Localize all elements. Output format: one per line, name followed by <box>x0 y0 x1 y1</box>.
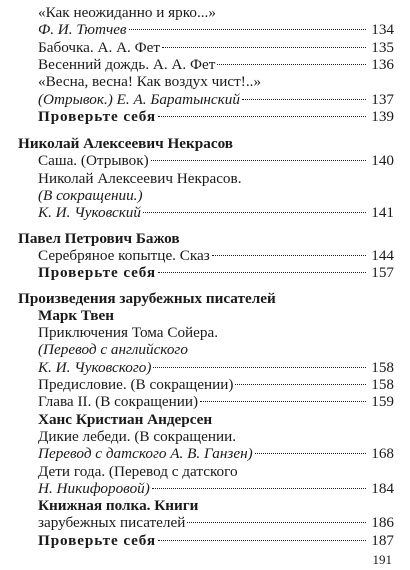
toc-page-number: 134 <box>371 21 394 39</box>
dot-leader <box>158 540 366 541</box>
toc-entry-text: Проверьте себя <box>38 531 157 549</box>
toc-line <box>38 532 394 549</box>
toc-entry-text: «Как неожиданно и ярко...» <box>38 4 216 21</box>
toc-page-number: 184 <box>371 479 394 497</box>
toc-line <box>38 497 394 514</box>
toc-line <box>38 108 394 125</box>
toc-page-number: 137 <box>371 90 394 108</box>
author-title: Ханс Кристиан Андерсен <box>38 410 213 428</box>
toc-entry-text: Бабочка. А. А. Фет <box>38 38 161 56</box>
toc-entry-text: Глава II. (В сокращении) <box>38 393 199 411</box>
toc-page-number: 158 <box>371 358 394 376</box>
toc-section-heading <box>18 230 394 247</box>
toc-line <box>38 247 394 264</box>
dot-leader <box>151 160 366 161</box>
section-title: Произведения зарубежных писателей <box>18 289 276 307</box>
dot-leader <box>255 453 366 454</box>
toc-line <box>38 445 394 462</box>
toc-entry-text: Серебряное копытце. Сказ <box>38 246 210 264</box>
page-number: 191 <box>372 552 392 567</box>
dot-leader <box>158 116 366 117</box>
toc-entry-text: Книжная полка. Книги <box>38 497 199 515</box>
toc-entry-author: К. И. Чуковский <box>38 204 141 222</box>
dot-leader <box>242 99 366 100</box>
toc-line <box>38 264 394 281</box>
toc-line <box>38 393 394 410</box>
toc-line <box>38 376 394 393</box>
toc-line <box>38 359 394 376</box>
toc-entry-text: «Весна, весна! Как воздух чист!..» <box>38 73 262 91</box>
toc-page-number: 159 <box>371 393 394 411</box>
toc-line <box>38 187 394 204</box>
toc-line <box>38 73 394 90</box>
toc-page-number: 141 <box>371 204 394 222</box>
toc-entry-text: (Отрывок.) Е. А. Баратынский <box>38 90 240 108</box>
section-title: Николай Алексеевич Некрасов <box>18 135 233 153</box>
toc-line <box>38 170 394 187</box>
toc-line <box>38 56 394 73</box>
toc-line <box>38 152 394 169</box>
toc-line <box>38 341 394 358</box>
toc-entry-text: Приключения Тома Сойера. <box>38 324 219 342</box>
toc-line <box>38 480 394 497</box>
toc-line <box>38 91 394 108</box>
toc-page-number: 187 <box>371 531 394 549</box>
toc-page-number: 136 <box>371 55 394 73</box>
toc-author-heading <box>38 307 394 324</box>
dot-leader <box>158 272 366 273</box>
dot-leader <box>152 488 366 489</box>
toc-line <box>38 463 394 480</box>
toc-page-number: 157 <box>371 264 394 282</box>
toc-entry-text: (В сокращении.) <box>38 187 143 204</box>
dot-leader <box>200 401 366 402</box>
dot-leader <box>217 64 366 65</box>
toc-check-yourself: Проверьте себя <box>38 264 157 282</box>
toc-entry-text: Перевод с датского А. В. Ганзен) <box>38 445 253 463</box>
toc-page-number: 139 <box>371 107 394 125</box>
toc-entry-text: Дети года. (Перевод с датского <box>38 462 238 480</box>
toc-line <box>38 324 394 341</box>
toc-entry-text: Николай Алексеевич Некрасов. <box>38 169 242 187</box>
toc-line <box>38 21 394 38</box>
dot-leader <box>187 522 366 523</box>
toc-entry-text: Весенний дождь. А. А. Фет <box>38 55 216 73</box>
toc-entry-text: (Перевод с английского <box>38 341 188 359</box>
toc-line <box>38 39 394 56</box>
toc-check-yourself: Проверьте себя <box>38 107 157 125</box>
section-title: Павел Петрович Бажов <box>18 229 180 247</box>
toc-entry-text: Предисловие. (В сокращении) <box>38 376 234 393</box>
toc-section-heading <box>18 135 394 152</box>
dot-leader <box>235 384 366 385</box>
toc-entry-author: К. И. Чуковского) <box>38 358 152 376</box>
toc-entry-text: Н. Никифоровой) <box>38 479 150 497</box>
toc-author-heading <box>38 411 394 428</box>
toc-page-number: 158 <box>371 376 394 393</box>
toc-entry-author: Ф. И. Тютчев <box>38 21 127 39</box>
toc-line <box>38 514 394 531</box>
author-title: Марк Твен <box>38 306 114 324</box>
toc-page-number: 135 <box>371 38 394 56</box>
dot-leader <box>162 47 366 48</box>
dot-leader <box>153 367 366 368</box>
toc-line <box>38 428 394 445</box>
toc-entry-text: Дикие лебеди. (В сокращении. <box>38 427 237 445</box>
toc-page-number: 186 <box>371 514 394 532</box>
toc-line <box>38 204 394 221</box>
toc-page-number: 168 <box>371 445 394 463</box>
dot-leader <box>143 212 366 213</box>
toc-line <box>38 4 394 21</box>
toc-entry-text: зарубежных писателей <box>38 514 186 532</box>
toc-page-number: 144 <box>371 246 394 264</box>
toc-entry-text: Саша. (Отрывок) <box>38 152 149 170</box>
dot-leader <box>129 29 366 30</box>
toc-section-heading <box>18 290 394 307</box>
toc-page-number: 140 <box>371 152 394 170</box>
dot-leader <box>212 255 366 256</box>
